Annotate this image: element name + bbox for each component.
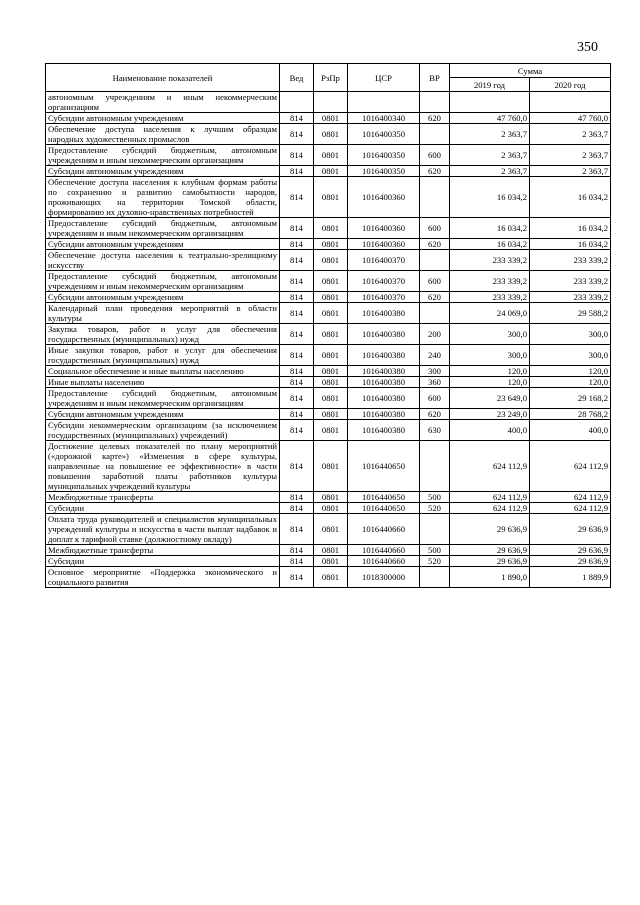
page-number: 350	[577, 40, 598, 55]
cell-s2019: 233 339,2	[450, 271, 530, 292]
cell-ved: 814	[280, 366, 314, 377]
cell-csr: 1016400380	[348, 388, 420, 409]
cell-ved	[280, 92, 314, 113]
cell-csr	[348, 92, 420, 113]
cell-rzpr: 0801	[314, 556, 348, 567]
cell-s2019	[450, 92, 530, 113]
cell-s2020: 2 363,7	[530, 145, 611, 166]
cell-s2020: 16 034,2	[530, 239, 611, 250]
table-row	[46, 250, 611, 271]
table-row	[46, 514, 611, 545]
cell-name: автономным учреждениям и иным некоммерческим организациям	[46, 92, 280, 113]
cell-vr: 600	[420, 388, 450, 409]
cell-ved: 814	[280, 388, 314, 409]
cell-s2020: 29 636,9	[530, 514, 611, 545]
cell-s2019: 624 112,9	[450, 441, 530, 492]
header-ved: Вед	[280, 64, 314, 92]
table-row	[46, 92, 611, 113]
cell-vr: 520	[420, 503, 450, 514]
cell-s2020: 400,0	[530, 420, 611, 441]
cell-name: Обеспечение доступа населения к лучшим образцам народных художественных промыслов	[46, 124, 280, 145]
cell-s2019: 16 034,2	[450, 218, 530, 239]
cell-csr: 1016400370	[348, 250, 420, 271]
header-year-2020: 2020 год	[530, 78, 611, 92]
cell-s2019: 233 339,2	[450, 292, 530, 303]
cell-name: Оплата труда руководителей и специалистов муниципальных учреждений культуры и искусства в части выплат надбавок и доплат к тарифной ставке (должностному окладу)	[46, 514, 280, 545]
cell-csr: 1016440650	[348, 441, 420, 492]
cell-csr: 1016400340	[348, 113, 420, 124]
table-row	[46, 177, 611, 218]
cell-rzpr: 0801	[314, 567, 348, 588]
cell-s2019: 300,0	[450, 324, 530, 345]
cell-s2019: 624 112,9	[450, 503, 530, 514]
table-row	[46, 124, 611, 145]
cell-s2020: 624 112,9	[530, 441, 611, 492]
cell-name: Субсидии автономным учреждениям	[46, 292, 280, 303]
cell-vr: 500	[420, 545, 450, 556]
cell-csr: 1016400360	[348, 239, 420, 250]
table-row	[46, 271, 611, 292]
cell-s2019: 120,0	[450, 366, 530, 377]
cell-csr: 1016400350	[348, 166, 420, 177]
cell-name: Обеспечение доступа населения к клубным формам работы по сохранению и развитию самобытности народов, проживающих на территории Томской области, формированию их духовно-нравственных потребностей	[46, 177, 280, 218]
cell-s2020: 29 636,9	[530, 556, 611, 567]
table-row	[46, 503, 611, 514]
cell-s2019: 29 636,9	[450, 545, 530, 556]
cell-s2020: 47 760,0	[530, 113, 611, 124]
cell-ved: 814	[280, 441, 314, 492]
cell-csr: 1016400370	[348, 271, 420, 292]
cell-rzpr: 0801	[314, 145, 348, 166]
cell-vr	[420, 92, 450, 113]
table-row	[46, 218, 611, 239]
cell-s2019: 16 034,2	[450, 239, 530, 250]
cell-s2020: 16 034,2	[530, 177, 611, 218]
cell-ved: 814	[280, 271, 314, 292]
cell-csr: 1016400380	[348, 420, 420, 441]
cell-rzpr: 0801	[314, 345, 348, 366]
cell-ved: 814	[280, 292, 314, 303]
cell-name: Предоставление субсидий бюджетным, автономным учреждениям и иным некоммерческим организациям	[46, 145, 280, 166]
cell-rzpr: 0801	[314, 492, 348, 503]
cell-s2019: 624 112,9	[450, 492, 530, 503]
cell-rzpr: 0801	[314, 420, 348, 441]
cell-s2019: 29 636,9	[450, 556, 530, 567]
cell-s2020: 16 034,2	[530, 218, 611, 239]
cell-name: Предоставление субсидий бюджетным, автономным учреждениям и иным некоммерческим организациям	[46, 388, 280, 409]
cell-s2020: 233 339,2	[530, 292, 611, 303]
cell-name: Достижение целевых показателей по плану мероприятий («дорожной карте») «Изменения в сфере культуры, направленные на повышение ее эффективности» в части повышения заработной платы работников культуры муниципальных учреждений культуры	[46, 441, 280, 492]
cell-s2019: 1 890,0	[450, 567, 530, 588]
cell-vr	[420, 567, 450, 588]
header-rzpr: РзПр	[314, 64, 348, 92]
cell-name: Социальное обеспечение и иные выплаты населению	[46, 366, 280, 377]
cell-s2020: 624 112,9	[530, 503, 611, 514]
cell-s2019: 23 249,0	[450, 409, 530, 420]
table-row	[46, 166, 611, 177]
cell-vr	[420, 177, 450, 218]
table-row	[46, 303, 611, 324]
cell-name: Обеспечение доступа населения к театрально-зрелищному искусству	[46, 250, 280, 271]
cell-name: Предоставление субсидий бюджетным, автономным учреждениям и иным некоммерческим организациям	[46, 271, 280, 292]
cell-rzpr: 0801	[314, 545, 348, 556]
cell-s2019: 23 649,0	[450, 388, 530, 409]
table-row	[46, 492, 611, 503]
cell-vr: 600	[420, 271, 450, 292]
cell-csr: 1016440660	[348, 545, 420, 556]
cell-rzpr: 0801	[314, 441, 348, 492]
cell-s2020: 300,0	[530, 345, 611, 366]
table-row	[46, 556, 611, 567]
cell-s2020: 120,0	[530, 377, 611, 388]
cell-vr: 620	[420, 239, 450, 250]
cell-csr: 1016440650	[348, 503, 420, 514]
table-row	[46, 145, 611, 166]
cell-s2020: 1 889,9	[530, 567, 611, 588]
cell-vr: 520	[420, 556, 450, 567]
cell-s2019: 2 363,7	[450, 124, 530, 145]
cell-s2020: 2 363,7	[530, 166, 611, 177]
cell-ved: 814	[280, 545, 314, 556]
cell-csr: 1018300000	[348, 567, 420, 588]
cell-ved: 814	[280, 492, 314, 503]
cell-rzpr: 0801	[314, 124, 348, 145]
cell-ved: 814	[280, 218, 314, 239]
cell-s2020	[530, 92, 611, 113]
cell-csr: 1016400350	[348, 124, 420, 145]
cell-s2020: 233 339,2	[530, 250, 611, 271]
cell-rzpr: 0801	[314, 324, 348, 345]
table-row	[46, 545, 611, 556]
cell-rzpr: 0801	[314, 177, 348, 218]
cell-vr	[420, 303, 450, 324]
cell-csr: 1016400360	[348, 218, 420, 239]
cell-csr: 1016400370	[348, 292, 420, 303]
cell-vr: 600	[420, 218, 450, 239]
cell-ved: 814	[280, 303, 314, 324]
cell-ved: 814	[280, 239, 314, 250]
cell-vr: 200	[420, 324, 450, 345]
budget-table	[45, 63, 611, 588]
cell-name: Субсидии автономным учреждениям	[46, 113, 280, 124]
cell-rzpr: 0801	[314, 303, 348, 324]
header-year-2019: 2019 год	[450, 78, 530, 92]
cell-vr: 620	[420, 292, 450, 303]
cell-rzpr	[314, 92, 348, 113]
cell-ved: 814	[280, 250, 314, 271]
cell-vr: 620	[420, 166, 450, 177]
cell-vr	[420, 441, 450, 492]
cell-csr: 1016400380	[348, 303, 420, 324]
cell-s2020: 2 363,7	[530, 124, 611, 145]
cell-s2019: 400,0	[450, 420, 530, 441]
cell-vr	[420, 124, 450, 145]
cell-s2020: 300,0	[530, 324, 611, 345]
cell-name: Межбюджетные трансферты	[46, 545, 280, 556]
cell-s2020: 233 339,2	[530, 271, 611, 292]
cell-csr: 1016400380	[348, 345, 420, 366]
cell-ved: 814	[280, 124, 314, 145]
header-csr: ЦСР	[348, 64, 420, 92]
table-row	[46, 366, 611, 377]
cell-name: Субсидии	[46, 556, 280, 567]
cell-ved: 814	[280, 556, 314, 567]
cell-s2019: 47 760,0	[450, 113, 530, 124]
cell-rzpr: 0801	[314, 388, 348, 409]
table-row	[46, 409, 611, 420]
table-row	[46, 324, 611, 345]
cell-csr: 1016400380	[348, 409, 420, 420]
header-name: Наименование показателей	[46, 64, 280, 92]
cell-name: Субсидии автономным учреждениям	[46, 166, 280, 177]
cell-csr: 1016400380	[348, 324, 420, 345]
cell-rzpr: 0801	[314, 409, 348, 420]
cell-rzpr: 0801	[314, 292, 348, 303]
cell-ved: 814	[280, 503, 314, 514]
cell-csr: 1016440660	[348, 556, 420, 567]
cell-name: Иные выплаты населению	[46, 377, 280, 388]
cell-rzpr: 0801	[314, 377, 348, 388]
table-row	[46, 567, 611, 588]
cell-name: Субсидии некоммерческим организациям (за исключением государственных (муниципальных) учреждений)	[46, 420, 280, 441]
cell-s2020: 28 768,2	[530, 409, 611, 420]
table-row	[46, 388, 611, 409]
cell-s2019: 233 339,2	[450, 250, 530, 271]
cell-csr: 1016400360	[348, 177, 420, 218]
cell-s2020: 29 168,2	[530, 388, 611, 409]
table-row	[46, 113, 611, 124]
cell-s2019: 24 069,0	[450, 303, 530, 324]
cell-ved: 814	[280, 514, 314, 545]
table-body	[46, 92, 611, 588]
cell-name: Субсидии	[46, 503, 280, 514]
cell-s2019: 300,0	[450, 345, 530, 366]
cell-vr: 500	[420, 492, 450, 503]
cell-csr: 1016400350	[348, 145, 420, 166]
cell-ved: 814	[280, 420, 314, 441]
cell-vr	[420, 250, 450, 271]
cell-s2019: 2 363,7	[450, 166, 530, 177]
cell-s2020: 624 112,9	[530, 492, 611, 503]
cell-ved: 814	[280, 166, 314, 177]
cell-ved: 814	[280, 567, 314, 588]
cell-rzpr: 0801	[314, 250, 348, 271]
cell-name: Иные закупки товаров, работ и услуг для обеспечения государственных (муниципальных) нужд	[46, 345, 280, 366]
table-row	[46, 292, 611, 303]
cell-s2019: 2 363,7	[450, 145, 530, 166]
table-row	[46, 420, 611, 441]
table-header	[46, 64, 611, 92]
header-sum: Сумма	[450, 64, 611, 78]
cell-name: Календарный план проведения мероприятий в области культуры	[46, 303, 280, 324]
cell-rzpr: 0801	[314, 218, 348, 239]
cell-csr: 1016440650	[348, 492, 420, 503]
cell-vr	[420, 514, 450, 545]
table-row	[46, 239, 611, 250]
cell-vr: 620	[420, 409, 450, 420]
cell-name: Закупка товаров, работ и услуг для обеспечения государственных (муниципальных) нужд	[46, 324, 280, 345]
cell-ved: 814	[280, 145, 314, 166]
cell-ved: 814	[280, 177, 314, 218]
cell-s2020: 29 636,9	[530, 545, 611, 556]
cell-name: Межбюджетные трансферты	[46, 492, 280, 503]
cell-rzpr: 0801	[314, 166, 348, 177]
cell-ved: 814	[280, 377, 314, 388]
cell-ved: 814	[280, 113, 314, 124]
cell-ved: 814	[280, 409, 314, 420]
cell-name: Субсидии автономным учреждениям	[46, 409, 280, 420]
cell-rzpr: 0801	[314, 366, 348, 377]
cell-rzpr: 0801	[314, 113, 348, 124]
table-row	[46, 345, 611, 366]
cell-s2019: 29 636,9	[450, 514, 530, 545]
cell-rzpr: 0801	[314, 503, 348, 514]
cell-name: Основное мероприятие «Поддержка экономического и социального развития	[46, 567, 280, 588]
cell-s2020: 120,0	[530, 366, 611, 377]
cell-vr: 240	[420, 345, 450, 366]
cell-s2020: 29 588,2	[530, 303, 611, 324]
cell-vr: 360	[420, 377, 450, 388]
cell-name: Субсидии автономным учреждениям	[46, 239, 280, 250]
cell-rzpr: 0801	[314, 239, 348, 250]
cell-s2019: 120,0	[450, 377, 530, 388]
table-row	[46, 377, 611, 388]
table-row	[46, 441, 611, 492]
cell-rzpr: 0801	[314, 271, 348, 292]
cell-vr: 300	[420, 366, 450, 377]
cell-ved: 814	[280, 345, 314, 366]
cell-vr: 630	[420, 420, 450, 441]
cell-ved: 814	[280, 324, 314, 345]
cell-vr: 600	[420, 145, 450, 166]
cell-csr: 1016440660	[348, 514, 420, 545]
cell-s2019: 16 034,2	[450, 177, 530, 218]
cell-vr: 620	[420, 113, 450, 124]
cell-rzpr: 0801	[314, 514, 348, 545]
cell-csr: 1016400380	[348, 377, 420, 388]
header-vr: ВР	[420, 64, 450, 92]
cell-name: Предоставление субсидий бюджетным, автономным учреждениям и иным некоммерческим организациям	[46, 218, 280, 239]
cell-csr: 1016400380	[348, 366, 420, 377]
